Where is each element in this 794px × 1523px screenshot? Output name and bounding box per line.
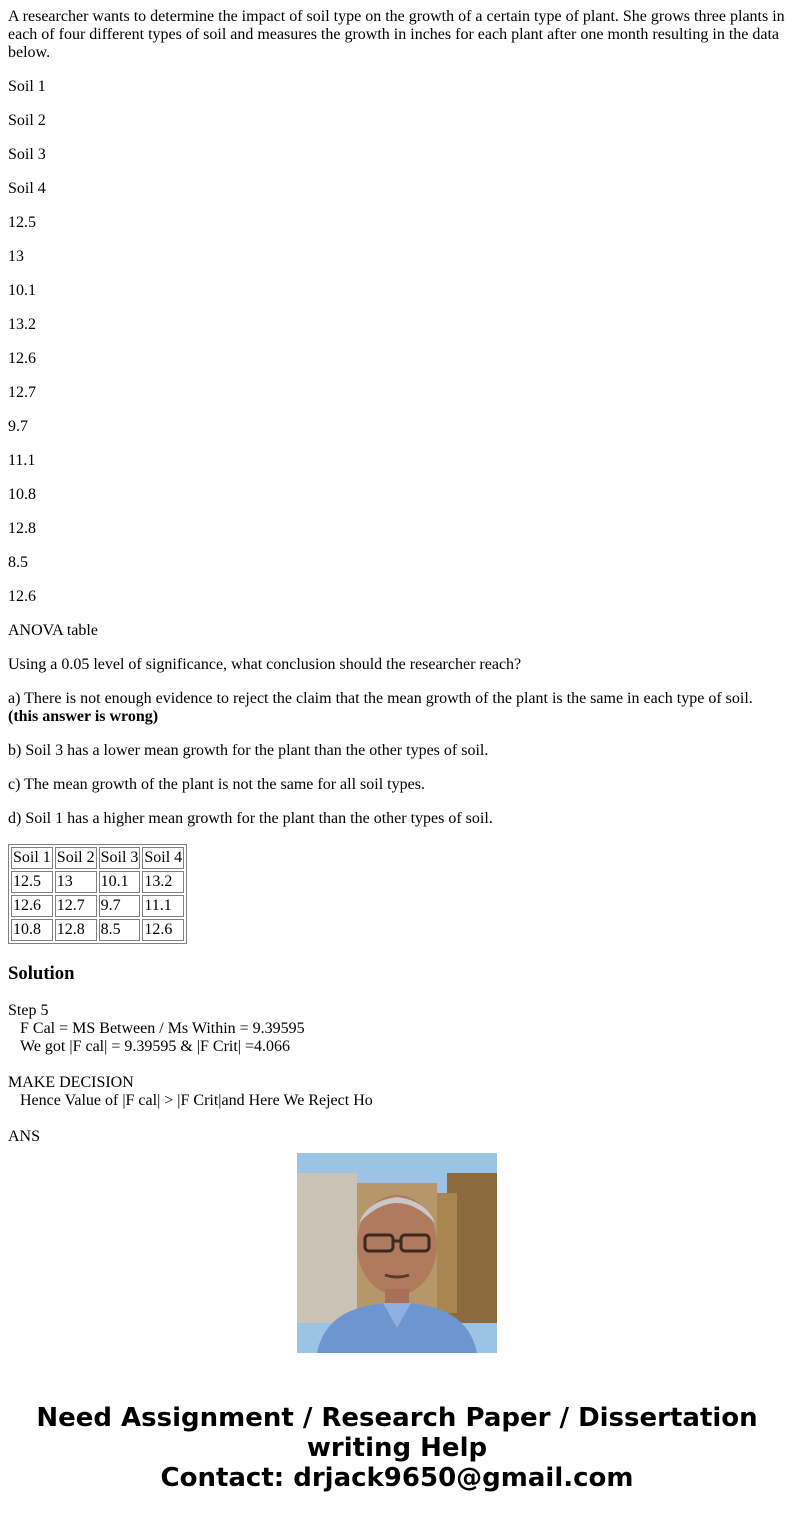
footer-line: writing Help	[306, 1433, 488, 1463]
question-intro: A researcher wants to determine the impact of soil type on the growth of a certain type of plant. She grows three plants in each of four different types of soil and measures the growth in inches for each plant after one month resulting in the data below.	[8, 8, 785, 61]
option-a-note: (this answer is wrong)	[8, 708, 159, 725]
table-cell: 12.5	[11, 871, 53, 893]
flat-value: 8.5	[8, 554, 28, 571]
flat-value: 12.8	[8, 520, 36, 537]
flat-value: Soil 4	[8, 180, 46, 197]
table-header-row	[11, 847, 184, 869]
flat-value: Soil 2	[8, 112, 46, 129]
flat-value: 9.7	[8, 418, 28, 435]
flat-value: Soil 1	[8, 78, 46, 95]
soil-data-table	[8, 844, 187, 944]
flat-value: 12.7	[8, 384, 36, 401]
tutor-portrait-illustration	[297, 1153, 497, 1353]
flat-value: 13.2	[8, 316, 36, 333]
flat-value: Soil 3	[8, 146, 46, 163]
option-c: c) The mean growth of the plant is not the same for all soil types.	[8, 776, 425, 793]
footer-banner	[0, 1403, 794, 1493]
table-cell: 13.2	[142, 871, 184, 893]
solution-heading: Solution	[8, 963, 75, 984]
anova-label: ANOVA table	[8, 622, 98, 639]
table-cell: 13	[55, 871, 97, 893]
table-header-cell: Soil 3	[99, 847, 141, 869]
option-a	[8, 690, 788, 726]
tutor-avatar	[297, 1153, 497, 1353]
table-cell: 12.6	[11, 895, 53, 917]
solution-line: F Cal = MS Between / Ms Within = 9.39595	[20, 1020, 305, 1037]
table-row	[11, 895, 184, 917]
question-prompt: Using a 0.05 level of significance, what conclusion should the researcher reach?	[8, 656, 522, 673]
solution-line: We got |F cal| = 9.39595 & |F Crit| =4.066	[20, 1038, 291, 1055]
flat-value: 13	[8, 248, 24, 265]
flat-value: 10.8	[8, 486, 36, 503]
footer-contact: Contact: drjack9650@gmail.com	[160, 1463, 634, 1493]
option-d: d) Soil 1 has a higher mean growth for the plant than the other types of soil.	[8, 810, 493, 827]
table-cell: 12.6	[142, 919, 184, 941]
table-cell: 12.7	[55, 895, 97, 917]
table-cell: 10.1	[99, 871, 141, 893]
option-a-text: a) There is not enough evidence to reject the claim that the mean growth of the plant is the same in each type of soil.	[8, 690, 753, 707]
table-header-cell: Soil 4	[142, 847, 184, 869]
solution-line	[8, 1110, 788, 1128]
flat-value: 12.6	[8, 350, 36, 367]
footer-line: Need Assignment / Research Paper / Dissertation	[36, 1403, 758, 1433]
solution-line: Hence Value of |F cal| > |F Crit|and Here We Reject Ho	[20, 1092, 373, 1109]
solution-line: ANS	[8, 1128, 41, 1145]
solution-line: Step 5	[8, 1002, 49, 1019]
table-cell: 9.7	[99, 895, 141, 917]
flat-value: 10.1	[8, 282, 36, 299]
table-cell: 8.5	[99, 919, 141, 941]
solution-body	[8, 1002, 788, 1145]
option-b: b) Soil 3 has a lower mean growth for the plant than the other types of soil.	[8, 742, 489, 759]
table-cell: 10.8	[11, 919, 53, 941]
question-content	[8, 0, 788, 1145]
flat-value: 12.5	[8, 214, 36, 231]
table-header-cell: Soil 1	[11, 847, 53, 869]
solution-line	[8, 1056, 788, 1074]
solution-line: MAKE DECISION	[8, 1074, 134, 1091]
flat-value: 11.1	[8, 452, 36, 469]
flat-value: 12.6	[8, 588, 36, 605]
table-row	[11, 919, 184, 941]
table-row	[11, 871, 184, 893]
table-cell: 12.8	[55, 919, 97, 941]
table-header-cell: Soil 2	[55, 847, 97, 869]
table-cell: 11.1	[142, 895, 184, 917]
